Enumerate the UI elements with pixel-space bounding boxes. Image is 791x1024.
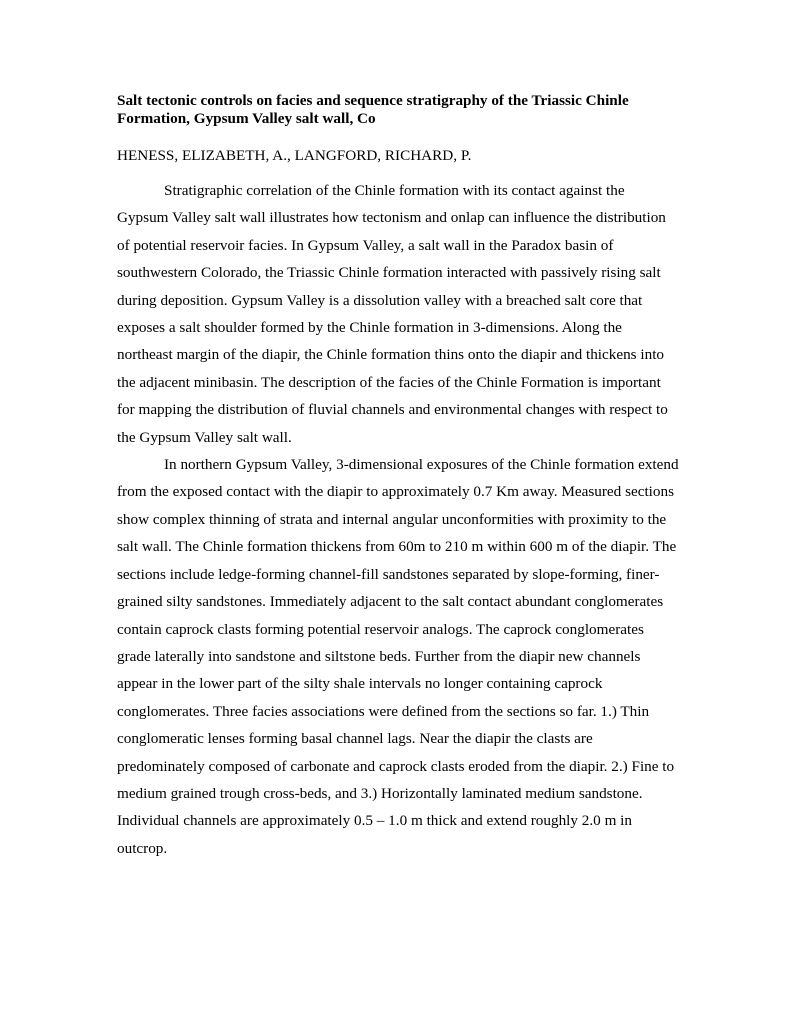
document-title: Salt tectonic controls on facies and sequence stratigraphy of the Triassic Chinle Formation, Gypsum Valley salt wall, Co — [117, 92, 629, 127]
abstract-body — [117, 177, 679, 862]
paragraph-1: Stratigraphic correlation of the Chinle formation with its contact against the Gypsum Valley salt wall illustrates how tectonism and onlap can influence the distribution of potential reservoir facies. In Gypsum Valley, a salt wall in the Paradox basin of southwestern Colorado, the Triassic Chinle formation interacted with passively rising salt during deposition. Gypsum Valley is a dissolution valley with a breached salt core that exposes a salt shoulder formed by the Chinle formation in 3-dimensions. Along the northeast margin of the diapir, the Chinle formation thins onto the diapir and thickens into the adjacent minibasin. The description of the facies of the Chinle Formation is important for mapping the distribution of fluvial channels and environmental changes with respect to the Gypsum Valley salt wall. — [117, 182, 668, 446]
paragraph-2: In northern Gypsum Valley, 3-dimensional exposures of the Chinle formation extend from the exposed contact with the diapir to approximately 0.7 Km away. Measured sections show complex thinning of strata and internal angular unconformities with proximity to the salt wall. The Chinle formation thickens from 60m to 210 m within 600 m of the diapir. The sections include ledge-forming channel-fill sandstones separated by slope-forming, finer-grained silty sandstones. Immediately adjacent to the salt contact abundant conglomerates contain caprock clasts forming potential reservoir analogs. The caprock conglomerates grade laterally into sandstone and siltstone beds. Further from the diapir new channels appear in the lower part of the silty shale intervals no longer containing caprock conglomerates. Three facies associations were defined from the sections so far. 1.) Thin conglomeratic lenses forming basal channel lags. Near the diapir the clasts are predominately composed of carbonate and caprock clasts eroded from the diapir. 2.) Fine to medium grained trough cross-beds, and 3.) Horizontally laminated medium sandstone. Individual channels are approximately 0.5 – 1.0 m thick and extend roughly 2.0 m in outcrop. — [117, 456, 679, 857]
author-line: HENESS, ELIZABETH, A., LANGFORD, RICHARD, P. — [117, 147, 472, 164]
document-page — [117, 92, 679, 862]
